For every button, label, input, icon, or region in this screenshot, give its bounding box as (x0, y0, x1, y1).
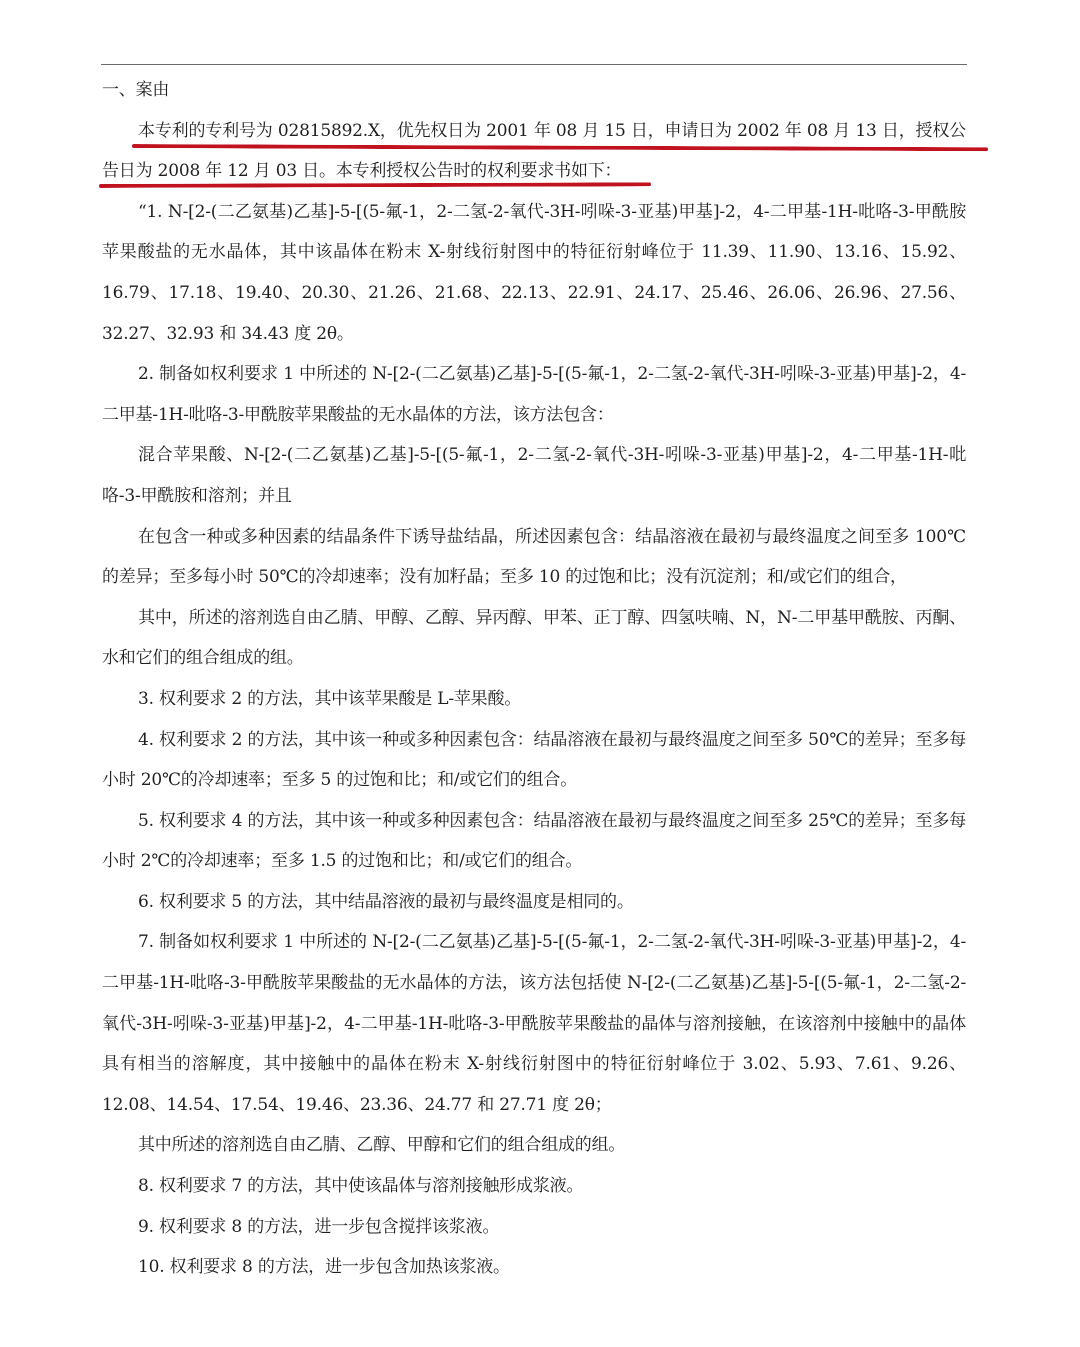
claim-5-paragraph: 5. 权利要求 4 的方法，其中该一种或多种因素包含：结晶溶液在最初与最终温度之间至多 25℃的差异；至多每小时 2℃的冷却速率；至多 1.5 的过饱和比；和/或它们的组合。 (102, 810, 966, 872)
case-intro-paragraph: 本专利的专利号为 02815892.X，优先权日为 2001 年 08 月 15 日，申请日为 2002 年 08 月 13 日，授权公告日为 2008 年 12 月 03 日。本专利授权公告时的权利要求书如下： (102, 120, 966, 182)
claim-6-paragraph: 6. 权利要求 5 的方法，其中结晶溶液的最初与最终温度是相同的。 (138, 891, 634, 912)
claim-2-paragraph: 2. 制备如权利要求 1 中所述的 N-[2-(二乙氨基)乙基]-5-[(5-氟-1，2-二氢-2-氧代-3H-吲哚-3-亚基)甲基]-2，4-二甲基-1H-吡咯-3-甲酰胺苹果酸盐的无水晶体的方法，该方法包含： (102, 364, 966, 425)
claim-8-paragraph: 8. 权利要求 7 的方法，其中使该晶体与溶剂接触形成浆液。 (138, 1176, 584, 1197)
claim-2-step-crystallization-paragraph: 在包含一种或多种因素的结晶条件下诱导盐结晶，所述因素包含：结晶溶液在最初与最终温度之间至多 100℃的差异；至多每小时 50℃的冷却速率；没有加籽晶；至多 10 的过饱和比；没有沉淀剂；和/或它们的组合， (102, 526, 966, 588)
claim-9-paragraph: 9. 权利要求 8 的方法，进一步包含搅拌该浆液。 (138, 1216, 500, 1237)
claim-4-paragraph: 4. 权利要求 2 的方法，其中该一种或多种因素包含：结晶溶液在最初与最终温度之间至多 50℃的差异；至多每小时 20℃的冷却速率；至多 5 的过饱和比；和/或它们的组合。 (102, 729, 966, 791)
claim-1-paragraph: “1. N-[2-(二乙氨基)乙基]-5-[(5-氟-1，2-二氢-2-氧代-3H-吲哚-3-亚基)甲基]-2，4-二甲基-1H-吡咯-3-甲酰胺苹果酸盐的无水晶体，其中该晶体在粉末 X-射线衍射图中的特征衍射峰位于 11.39、11.90、13.16、15.92、16.79、17.18、19.40、20.30、21.26、21.68、22.13、22.91、24.17、25.46、26.06、26.96、27.56、32.27、32.93 和 34.43 度 2θ。 (102, 201, 966, 344)
section-heading: 一、案由 (102, 80, 170, 100)
document-body (102, 70, 966, 1288)
claim-7-solvent-paragraph: 其中所述的溶剂选自由乙腈、乙醇、甲醇和它们的组合组成的组。 (138, 1135, 626, 1156)
claim-2-solvent-paragraph: 其中，所述的溶剂选自由乙腈、甲醇、乙醇、异丙醇、甲苯、正丁醇、四氢呋喃、N，N-二甲基甲酰胺、丙酮、水和它们的组合组成的组。 (102, 607, 966, 669)
claim-2-step-mixing-paragraph: 混合苹果酸、N-[2-(二乙氨基)乙基]-5-[(5-氟-1，2-二氢-2-氧代-3H-吲哚-3-亚基)甲基]-2，4-二甲基-1H-吡咯-3-甲酰胺和溶剂；并且 (102, 445, 966, 506)
claim-7-paragraph: 7. 制备如权利要求 1 中所述的 N-[2-(二乙氨基)乙基]-5-[(5-氟-1，2-二氢-2-氧代-3H-吲哚-3-亚基)甲基]-2，4-二甲基-1H-吡咯-3-甲酰胺苹果酸盐的无水晶体的方法，该方法包括使 N-[2-(二乙氨基)乙基]-5-[(5-氟-1，2-二氢-2-氧代-3H-吲哚-3-亚基)甲基]-2，4-二甲基-1H-吡咯-3-甲酰胺苹果酸盐的晶体与溶剂接触，在该溶剂中接触中的晶体具有相当的溶解度，其中接触中的晶体在粉末 X-射线衍射图中的特征衍射峰位于 3.02、5.93、7.61、9.26、12.08、14.54、17.54、19.46、23.36、24.77 和 27.71 度 2θ； (102, 932, 966, 1115)
top-rule-line (101, 64, 967, 65)
claim-10-paragraph: 10. 权利要求 8 的方法，进一步包含加热该浆液。 (138, 1257, 510, 1278)
claim-3-paragraph: 3. 权利要求 2 的方法，其中该苹果酸是 L-苹果酸。 (138, 688, 522, 709)
